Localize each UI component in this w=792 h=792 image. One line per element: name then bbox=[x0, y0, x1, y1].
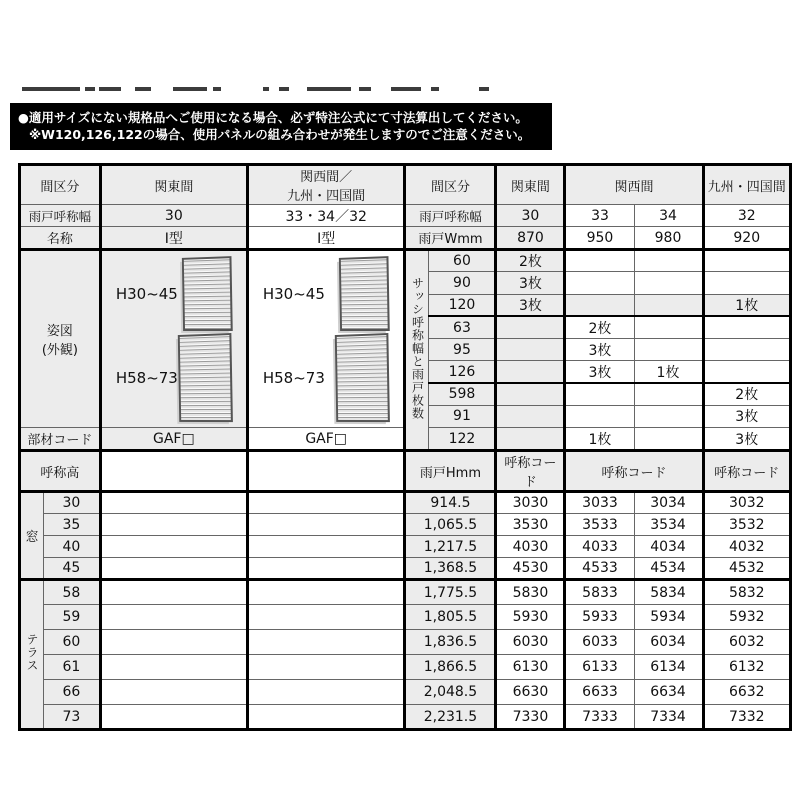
empty-kanto-cell bbox=[100, 558, 247, 580]
group-label-window: 窓 bbox=[20, 492, 44, 580]
width-left-kansai: 33・34／32 bbox=[247, 205, 405, 227]
empty-kansai-cell bbox=[247, 558, 405, 580]
panels-k34 bbox=[634, 428, 703, 451]
panels-k33: 1枚 bbox=[565, 428, 634, 451]
notice-line-2: ※W120,126,122の場合、使用パネルの組み合わせが発生しますのでご注意ください。 bbox=[29, 127, 531, 142]
width-kanto: 30 bbox=[496, 205, 565, 227]
figure-row-small bbox=[112, 257, 236, 331]
sash-width-value: 63 bbox=[429, 316, 496, 338]
panels-kanto bbox=[496, 316, 565, 338]
name-left-kanto: I型 bbox=[100, 227, 247, 250]
code-k33: 5933 bbox=[565, 605, 634, 630]
panels-k33: 2枚 bbox=[565, 316, 634, 338]
figure-row-small bbox=[259, 257, 394, 331]
figure-large-label: H58~73 bbox=[262, 368, 325, 387]
header-kyushu-right: 九州・四国間 bbox=[703, 165, 790, 205]
empty-kanto-cell bbox=[100, 705, 247, 730]
code-k33: 3533 bbox=[565, 514, 634, 536]
figure-row-large bbox=[112, 334, 236, 422]
header-kanto-right: 関東間 bbox=[496, 165, 565, 205]
empty-kansai-cell bbox=[247, 492, 405, 514]
panels-kyushu bbox=[703, 316, 790, 338]
panels-kyushu bbox=[703, 339, 790, 361]
code-kanto: 7330 bbox=[496, 705, 565, 730]
empty-kansai-cell bbox=[247, 680, 405, 705]
code-kyushu: 7332 bbox=[703, 705, 790, 730]
code-k34: 6034 bbox=[634, 630, 703, 655]
panels-k33 bbox=[565, 383, 634, 405]
code-kyushu: 6632 bbox=[703, 680, 790, 705]
code-kanto: 3530 bbox=[496, 514, 565, 536]
code-k33: 4033 bbox=[565, 536, 634, 558]
hmm-value: 1,065.5 bbox=[405, 514, 496, 536]
panels-kyushu: 1枚 bbox=[703, 294, 790, 316]
height-value: 58 bbox=[44, 580, 101, 605]
empty-kanto-cell bbox=[100, 492, 247, 514]
panels-kyushu bbox=[703, 250, 790, 272]
code-k34: 6634 bbox=[634, 680, 703, 705]
shutter-panel-image bbox=[339, 256, 390, 331]
code-kyushu: 3532 bbox=[703, 514, 790, 536]
empty-kansai-cell bbox=[247, 514, 405, 536]
sash-width-value: 60 bbox=[429, 250, 496, 272]
panels-k33: 3枚 bbox=[565, 339, 634, 361]
code-header-kyushu: 呼称コード bbox=[703, 451, 790, 492]
code-kyushu: 6132 bbox=[703, 655, 790, 680]
code-k33: 5833 bbox=[565, 580, 634, 605]
width-left-kanto: 30 bbox=[100, 205, 247, 227]
empty-kansai-cell bbox=[247, 655, 405, 680]
panels-kanto bbox=[496, 339, 565, 361]
sash-width-value: 95 bbox=[429, 339, 496, 361]
code-k34: 4034 bbox=[634, 536, 703, 558]
width-kyushu: 32 bbox=[703, 205, 790, 227]
sash-width-value: 598 bbox=[429, 383, 496, 405]
figure-kansai-wrap bbox=[251, 251, 402, 427]
panels-kyushu: 3枚 bbox=[703, 405, 790, 427]
panels-kanto bbox=[496, 405, 565, 427]
shutter-spec-table bbox=[18, 163, 792, 731]
code-k34: 4534 bbox=[634, 558, 703, 580]
sash-vertical-label: サッシ呼称幅と雨戸枚数 bbox=[410, 276, 425, 420]
panels-k34 bbox=[634, 316, 703, 338]
figure-kanto-wrap bbox=[104, 251, 244, 427]
figure-kansai-cell bbox=[247, 250, 405, 428]
code-header-kanto: 呼称コード bbox=[496, 451, 565, 492]
height-value: 59 bbox=[44, 605, 101, 630]
height-value: 35 bbox=[44, 514, 101, 536]
height-empty-kanto bbox=[100, 451, 247, 492]
panels-kanto: 3枚 bbox=[496, 272, 565, 294]
code-kyushu: 5832 bbox=[703, 580, 790, 605]
code-kyushu: 3032 bbox=[703, 492, 790, 514]
header-section-left: 間区分 bbox=[20, 165, 101, 205]
code-kanto: 4030 bbox=[496, 536, 565, 558]
panels-kanto: 3枚 bbox=[496, 294, 565, 316]
group-label-terrace bbox=[20, 580, 44, 730]
cropped-text-fragments bbox=[22, 87, 552, 93]
sash-width-value: 120 bbox=[429, 294, 496, 316]
width-k33: 33 bbox=[565, 205, 634, 227]
hmm-value: 1,866.5 bbox=[405, 655, 496, 680]
code-k34: 6134 bbox=[634, 655, 703, 680]
panels-kyushu: 2枚 bbox=[703, 383, 790, 405]
height-value: 30 bbox=[44, 492, 101, 514]
figure-small-label: H30~45 bbox=[115, 284, 178, 303]
height-value: 45 bbox=[44, 558, 101, 580]
code-k34: 3534 bbox=[634, 514, 703, 536]
empty-kanto-cell bbox=[100, 580, 247, 605]
width-k34: 34 bbox=[634, 205, 703, 227]
figure-label bbox=[20, 250, 101, 428]
empty-kanto-cell bbox=[100, 680, 247, 705]
empty-kanto-cell bbox=[100, 605, 247, 630]
hmm-value: 914.5 bbox=[405, 492, 496, 514]
sash-width-value: 126 bbox=[429, 361, 496, 383]
figure-kanto-cell bbox=[100, 250, 247, 428]
panels-k33: 3枚 bbox=[565, 361, 634, 383]
group-label-terrace-text: テラス bbox=[25, 633, 39, 672]
panels-k34 bbox=[634, 250, 703, 272]
wmm-kanto: 870 bbox=[496, 227, 565, 250]
code-kanto: 4530 bbox=[496, 558, 565, 580]
notice-line-1: ●適用サイズにない規格品へご使用になる場合、必ず特注公式にて寸法算出してください。 bbox=[18, 110, 528, 125]
code-kyushu: 5932 bbox=[703, 605, 790, 630]
hmm-value: 1,805.5 bbox=[405, 605, 496, 630]
height-value: 61 bbox=[44, 655, 101, 680]
width-label-right: 雨戸呼称幅 bbox=[405, 205, 496, 227]
code-k33: 3033 bbox=[565, 492, 634, 514]
code-kanto: 6130 bbox=[496, 655, 565, 680]
panels-kyushu bbox=[703, 361, 790, 383]
code-k34: 3034 bbox=[634, 492, 703, 514]
code-kyushu: 4532 bbox=[703, 558, 790, 580]
empty-kansai-cell bbox=[247, 630, 405, 655]
panels-kanto bbox=[496, 428, 565, 451]
hmm-value: 2,048.5 bbox=[405, 680, 496, 705]
code-k33: 4533 bbox=[565, 558, 634, 580]
wmm-label: 雨戸Wmm bbox=[405, 227, 496, 250]
panels-kyushu: 3枚 bbox=[703, 428, 790, 451]
panels-kanto bbox=[496, 383, 565, 405]
code-k33: 7333 bbox=[565, 705, 634, 730]
sash-width-value: 122 bbox=[429, 428, 496, 451]
figure-label-line2: (外観) bbox=[41, 343, 78, 358]
code-k34: 7334 bbox=[634, 705, 703, 730]
height-value: 60 bbox=[44, 630, 101, 655]
header-kansai-kyushu-line1: 関西間／ bbox=[300, 170, 353, 185]
panels-k34 bbox=[634, 405, 703, 427]
empty-kansai-cell bbox=[247, 605, 405, 630]
figure-label-line1: 姿図 bbox=[46, 324, 73, 339]
figure-large-label: H58~73 bbox=[115, 368, 178, 387]
empty-kansai-cell bbox=[247, 705, 405, 730]
name-left-kansai: I型 bbox=[247, 227, 405, 250]
sash-vertical-label-cell bbox=[405, 250, 429, 451]
height-label: 呼称高 bbox=[20, 451, 101, 492]
shutter-panel-image bbox=[178, 332, 233, 421]
panels-kanto: 2枚 bbox=[496, 250, 565, 272]
name-label: 名称 bbox=[20, 227, 101, 250]
height-empty-kansai bbox=[247, 451, 405, 492]
code-kanto: 6630 bbox=[496, 680, 565, 705]
code-k34: 5834 bbox=[634, 580, 703, 605]
hmm-value: 1,368.5 bbox=[405, 558, 496, 580]
panels-k34 bbox=[634, 339, 703, 361]
code-kanto: 6030 bbox=[496, 630, 565, 655]
empty-kanto-cell bbox=[100, 630, 247, 655]
empty-kanto-cell bbox=[100, 514, 247, 536]
wmm-k34: 980 bbox=[634, 227, 703, 250]
header-kansai-kyushu-line2: 九州・四国間 bbox=[287, 189, 366, 204]
panels-k34 bbox=[634, 272, 703, 294]
shutter-panel-image bbox=[182, 256, 233, 331]
header-section-right: 間区分 bbox=[405, 165, 496, 205]
panels-k33 bbox=[565, 405, 634, 427]
wmm-k33: 950 bbox=[565, 227, 634, 250]
width-label-left: 雨戸呼称幅 bbox=[20, 205, 101, 227]
code-k33: 6633 bbox=[565, 680, 634, 705]
code-k33: 6133 bbox=[565, 655, 634, 680]
figure-row-large bbox=[259, 334, 394, 422]
hmm-value: 1,836.5 bbox=[405, 630, 496, 655]
header-kanto-left: 関東間 bbox=[100, 165, 247, 205]
shutter-panel-image bbox=[335, 332, 390, 421]
figure-small-label: H30~45 bbox=[262, 284, 325, 303]
empty-kanto-cell bbox=[100, 655, 247, 680]
hmm-value: 1,217.5 bbox=[405, 536, 496, 558]
code-k33: 6033 bbox=[565, 630, 634, 655]
code-kyushu: 6032 bbox=[703, 630, 790, 655]
empty-kanto-cell bbox=[100, 536, 247, 558]
notice-banner bbox=[10, 103, 552, 150]
panels-k33 bbox=[565, 294, 634, 316]
spec-table-wrapper bbox=[18, 163, 792, 731]
parts-code-kanto: GAF□ bbox=[100, 428, 247, 451]
panels-kyushu bbox=[703, 272, 790, 294]
panels-k34 bbox=[634, 383, 703, 405]
hmm-header: 雨戸Hmm bbox=[405, 451, 496, 492]
hmm-value: 1,775.5 bbox=[405, 580, 496, 605]
code-kanto: 5930 bbox=[496, 605, 565, 630]
empty-kansai-cell bbox=[247, 536, 405, 558]
height-value: 73 bbox=[44, 705, 101, 730]
header-kansai-kyushu-left bbox=[247, 165, 405, 205]
sash-width-value: 91 bbox=[429, 405, 496, 427]
height-value: 66 bbox=[44, 680, 101, 705]
hmm-value: 2,231.5 bbox=[405, 705, 496, 730]
parts-code-label: 部材コード bbox=[20, 428, 101, 451]
panels-k34: 1枚 bbox=[634, 361, 703, 383]
sash-width-value: 90 bbox=[429, 272, 496, 294]
panels-k33 bbox=[565, 272, 634, 294]
code-k34: 5934 bbox=[634, 605, 703, 630]
header-kansai-right: 関西間 bbox=[565, 165, 703, 205]
empty-kansai-cell bbox=[247, 580, 405, 605]
code-kanto: 5830 bbox=[496, 580, 565, 605]
code-header-kansai: 呼称コード bbox=[565, 451, 703, 492]
panels-k33 bbox=[565, 250, 634, 272]
code-kanto: 3030 bbox=[496, 492, 565, 514]
panels-k34 bbox=[634, 294, 703, 316]
wmm-kyushu: 920 bbox=[703, 227, 790, 250]
parts-code-kansai: GAF□ bbox=[247, 428, 405, 451]
panels-kanto bbox=[496, 361, 565, 383]
height-value: 40 bbox=[44, 536, 101, 558]
code-kyushu: 4032 bbox=[703, 536, 790, 558]
